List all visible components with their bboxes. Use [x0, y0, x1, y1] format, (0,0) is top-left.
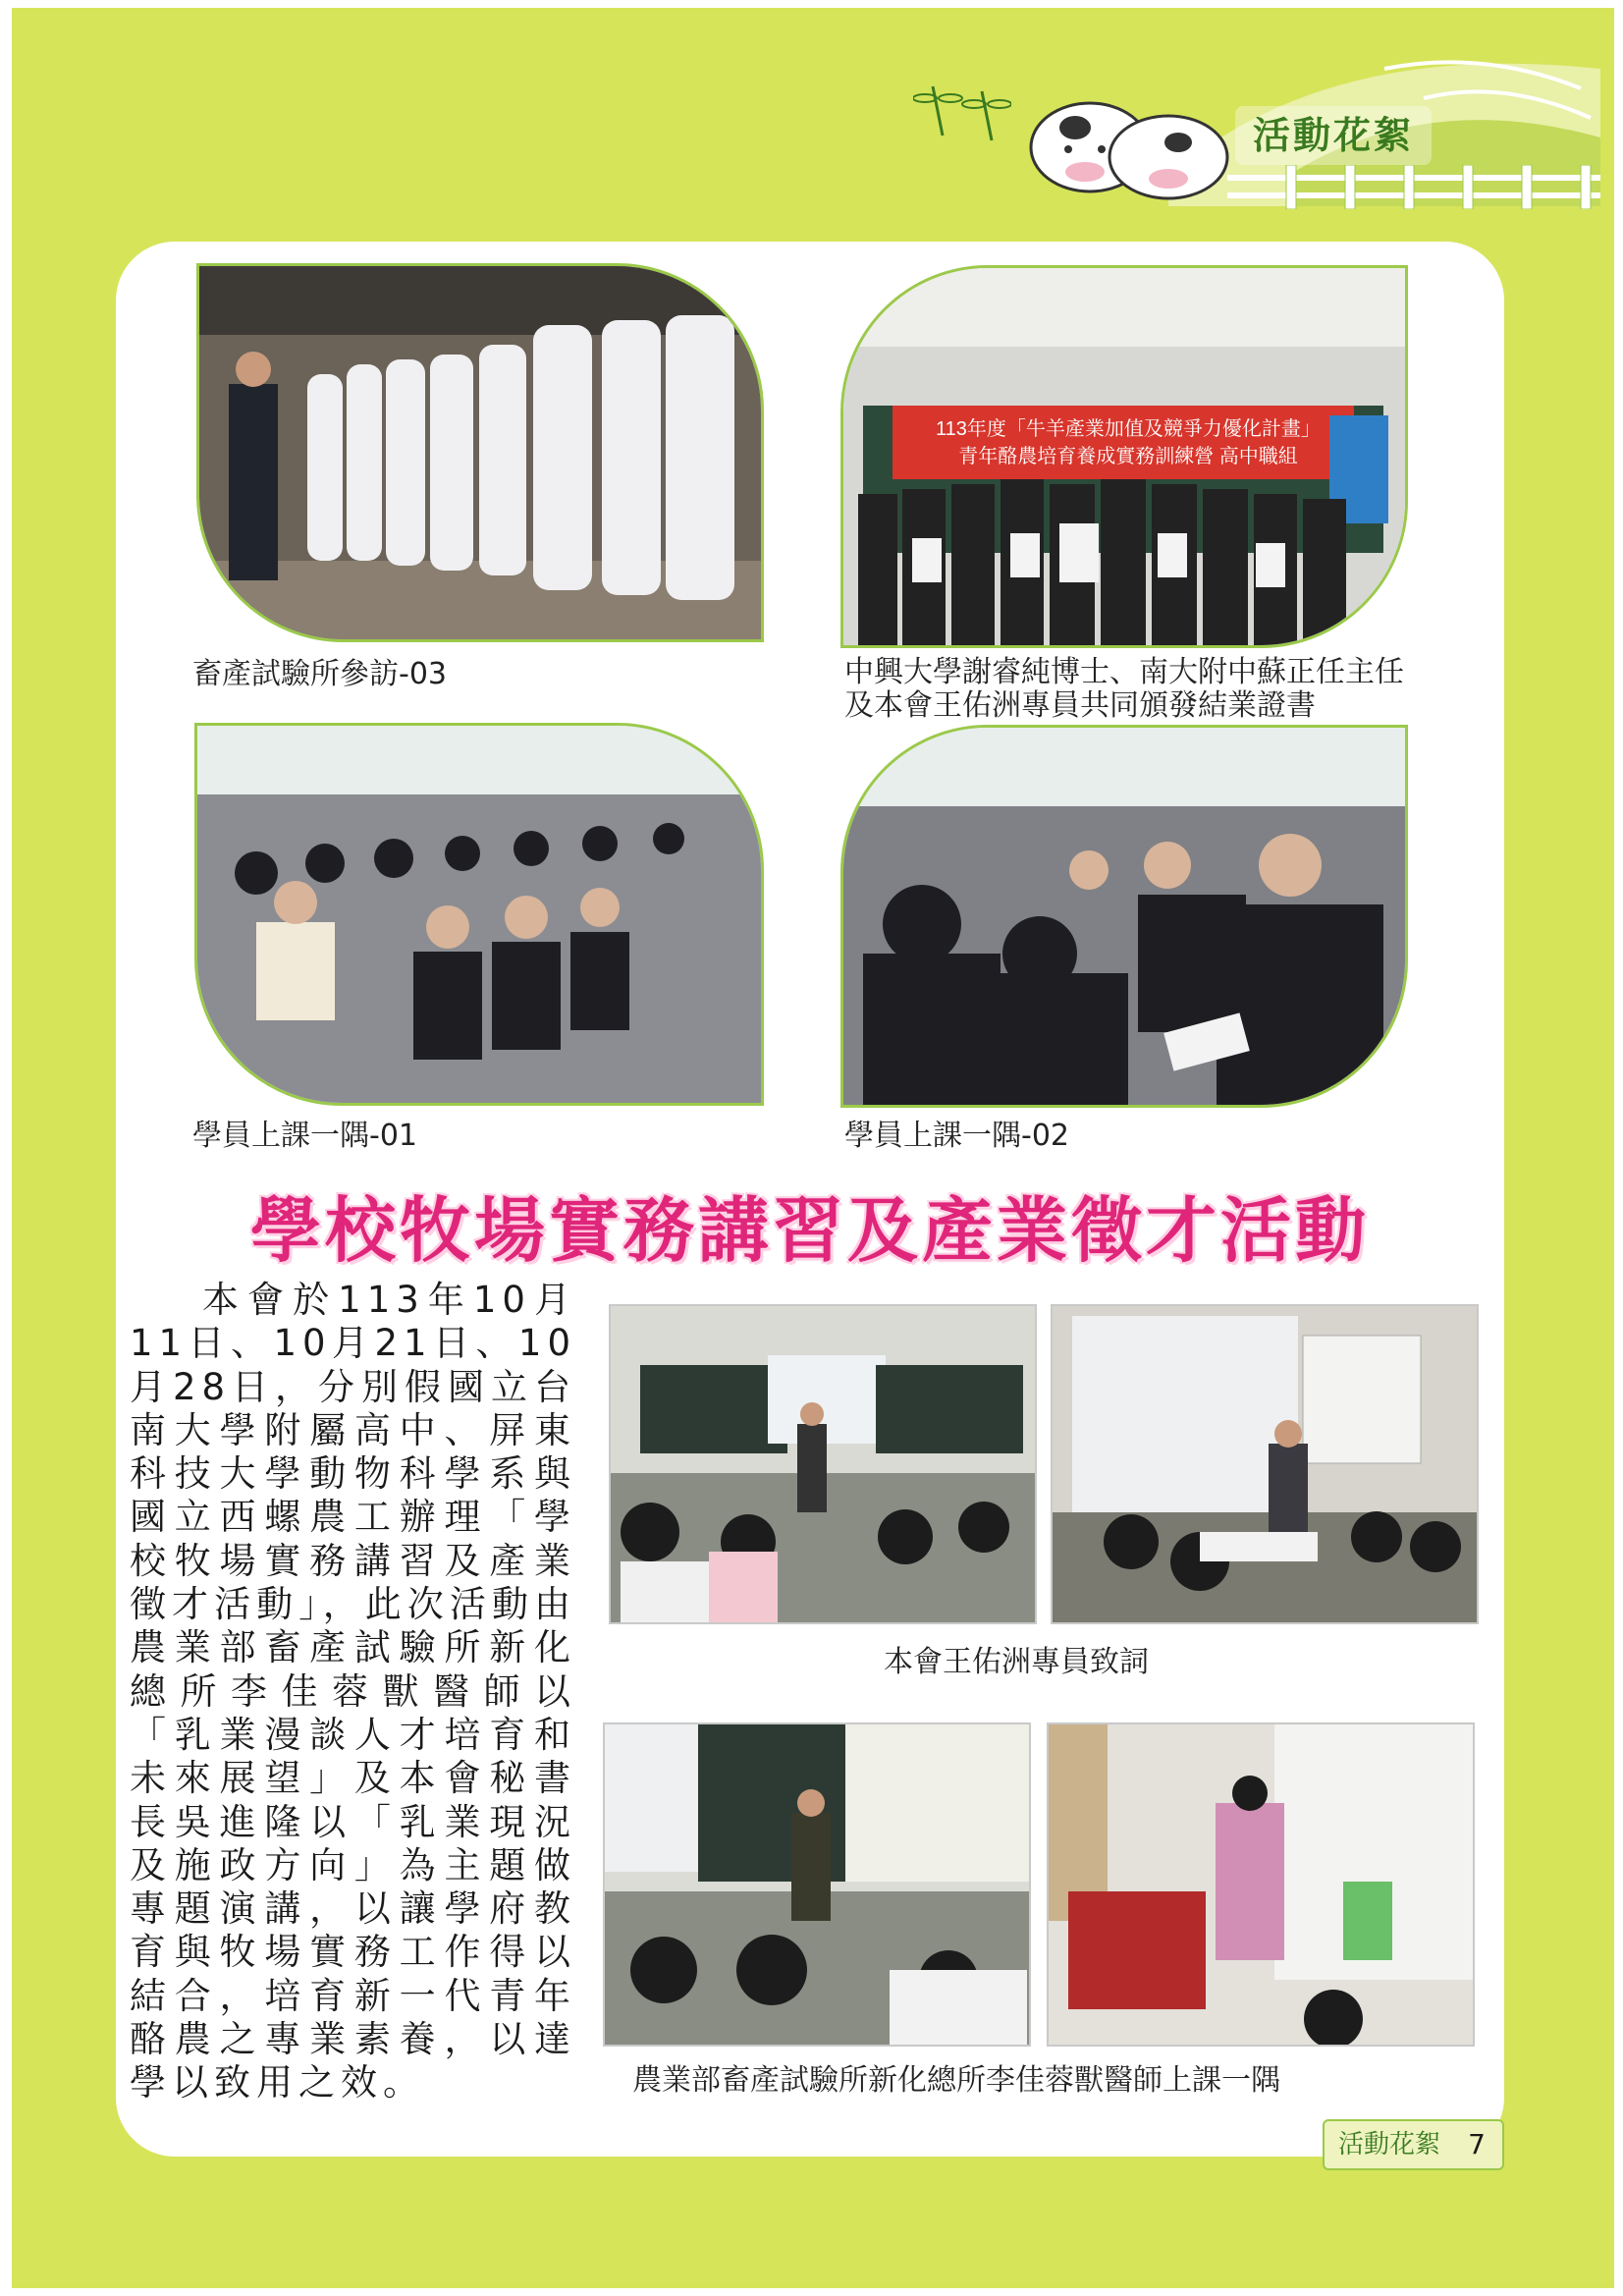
photo-students-class-02-image	[843, 728, 1408, 1108]
photo-students-class-01	[194, 723, 764, 1106]
caption-research-visit: 畜產試驗所參訪-03	[192, 657, 447, 691]
banner-text-line1: 113年度「牛羊產業加值及競爭力優化計畫」	[936, 418, 1321, 440]
caption-lecture: 農業部畜產試驗所新化總所李佳蓉獸醫師上課一隅	[632, 2063, 1280, 2098]
photo-speech-right-image	[1053, 1306, 1479, 1624]
dragonfly-icon	[913, 77, 1011, 145]
photo-certificate-ceremony	[840, 265, 1408, 648]
photo-students-class-02	[840, 725, 1408, 1108]
caption-certificate-line2: 及本會王佑洲專員共同頒發結業證書	[844, 688, 1316, 723]
photo-research-visit-image	[199, 266, 764, 642]
photo-lecture-right-image	[1049, 1724, 1475, 2047]
photo-certificate-ceremony-image	[843, 268, 1408, 648]
article-title: 學校牧場實務講習及產業徵才活動	[249, 1189, 1370, 1272]
fence-icon	[1227, 165, 1600, 209]
page-number: 7	[1468, 2128, 1486, 2160]
banner-text-line2: 青年酪農培育養成實務訓練營 高中職組	[958, 446, 1298, 467]
caption-certificate-line1: 中興大學謝睿純博士、南大附中蘇正任主任	[844, 655, 1404, 689]
photo-speech-right	[1051, 1304, 1479, 1624]
section-tag: 活動花絮	[1235, 106, 1432, 165]
caption-students-class-01: 學員上課一隅-01	[192, 1119, 417, 1153]
photo-lecture-left-image	[605, 1724, 1031, 2047]
cow-illustration-icon	[1021, 79, 1237, 206]
photo-students-class-01-image	[197, 726, 764, 1106]
caption-students-class-02: 學員上課一隅-02	[844, 1119, 1069, 1153]
caption-speech: 本會王佑洲專員致詞	[884, 1645, 1149, 1679]
photo-lecture-left	[603, 1722, 1031, 2047]
article-body: 本會於113年10月11日、10月21日、10月28日，分別假國立台南大學附屬高中、屏東科技大學動物科學系與國立西螺農工辦理「學校牧場實務講習及產業徵才活動」，此次活動由農業部畜產試驗所新化總所李佳蓉獸醫師以「乳業漫談人才培育和未來展望」及本會秘書長吳進隆以「乳業現況及施政方向」為主題做專題演講，以讓學府教育與牧場實務工作得以結合，培育新一代青年酪農之專業素養，以達學以致用之效。	[130, 1279, 576, 2105]
photo-speech-left-image	[611, 1306, 1037, 1624]
photo-speech-left	[609, 1304, 1037, 1624]
photo-research-visit	[196, 263, 764, 642]
footer-section-label: 活動花絮	[1323, 2119, 1504, 2170]
photo-lecture-right	[1047, 1722, 1475, 2047]
